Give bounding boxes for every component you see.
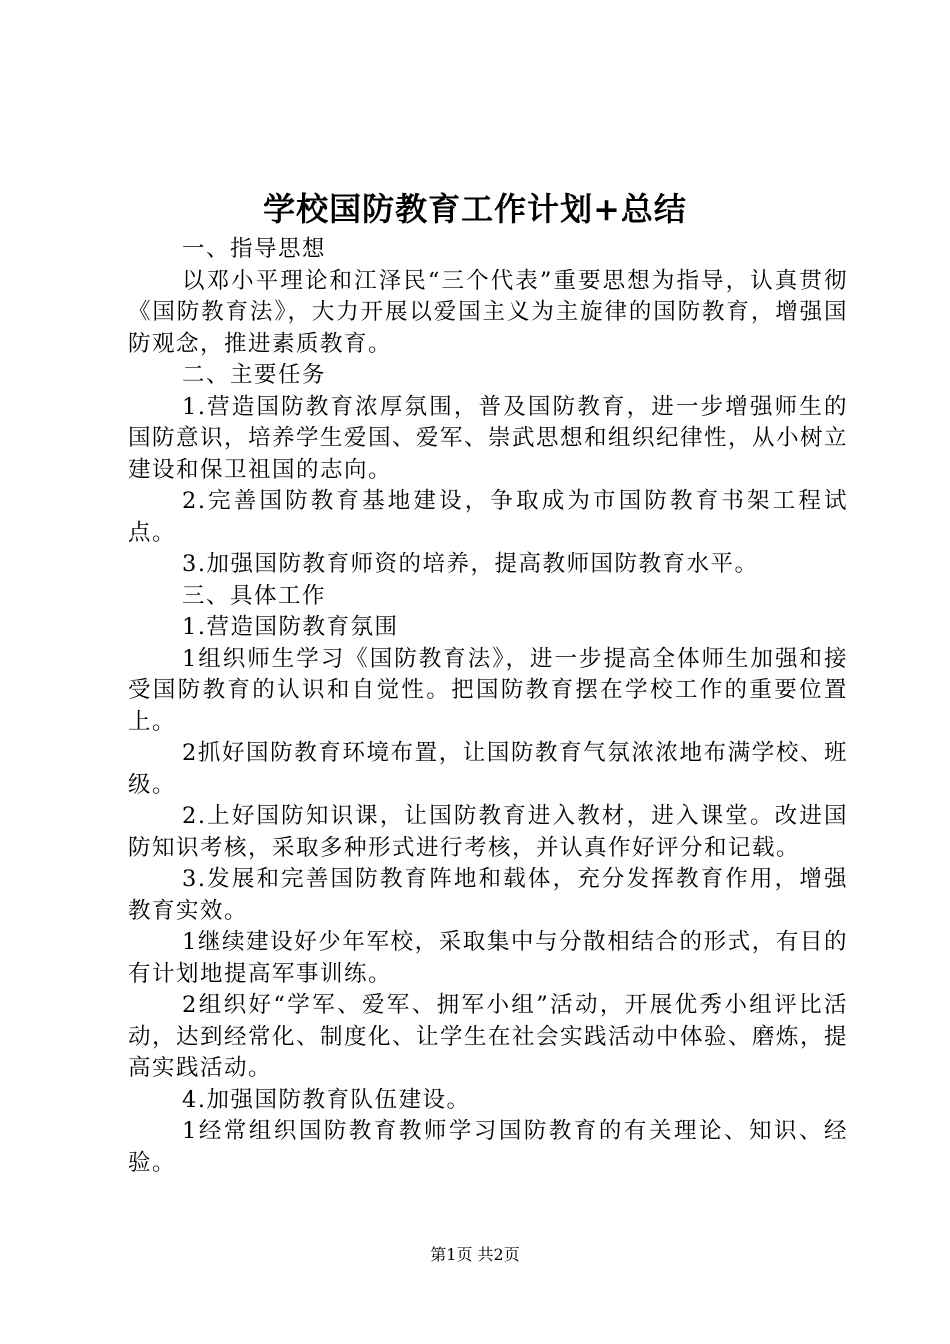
body-paragraph: 1.营造国防教育浓厚氛围，普及国防教育，进一步增强师生的国防意识，培养学生爱国、爱军、崇武思想和组织纪律性，从小树立建设和保卫祖国的志向。 [128, 393, 849, 483]
document-body [128, 234, 848, 1179]
body-paragraph: 3.发展和完善国防教育阵地和载体，充分发挥教育作用，增强教育实效。 [128, 866, 848, 924]
body-paragraph: 1组织师生学习《国防教育法》，进一步提高全体师生加强和接受国防教育的认识和自觉性。把国防教育摆在学校工作的重要位置上。 [128, 645, 848, 735]
body-paragraph: 1.营造国防教育氛围 [182, 614, 399, 640]
body-paragraph: 2.上好国防知识课，让国防教育进入教材，进入课堂。改进国防知识考核，采取多种形式进行考核，并认真作好评分和记载。 [128, 803, 848, 861]
body-paragraph: 2组织好“学军、爱军、拥军小组”活动，开展优秀小组评比活动，达到经常化、制度化、让学生在社会实践活动中体验、磨炼，提高实践活动。 [128, 992, 849, 1081]
body-paragraph: 以邓小平理论和江泽民“三个代表”重要思想为指导，认真贯彻《国防教育法》，大力开展以爱国主义为主旋律的国防教育，增强国防观念，推进素质教育。 [128, 267, 848, 357]
body-paragraph: 4.加强国防教育队伍建设。 [182, 1086, 471, 1113]
body-paragraph: 1经常组织国防教育教师学习国防教育的有关理论、知识、经验。 [128, 1118, 848, 1176]
body-paragraph: 1继续建设好少年军校，采取集中与分散相结合的形式，有目的有计划地提高军事训练。 [128, 929, 848, 987]
body-paragraph: 2抓好国防教育环境布置，让国防教育气氛浓浓地布满学校、班级。 [128, 740, 848, 798]
body-paragraph: 2.完善国防教育基地建设，争取成为市国防教育书架工程试点。 [128, 488, 848, 546]
body-paragraph: 3.加强国防教育师资的培养，提高教师国防教育水平。 [182, 551, 759, 577]
section-heading: 二、主要任务 [182, 362, 327, 388]
section-heading: 三、具体工作 [182, 582, 327, 609]
document-title: 学校国防教育工作计划+总结 [263, 190, 687, 228]
page-number-footer: 第1页 共2页 [430, 1245, 520, 1264]
section-heading: 一、指导思想 [182, 236, 327, 262]
